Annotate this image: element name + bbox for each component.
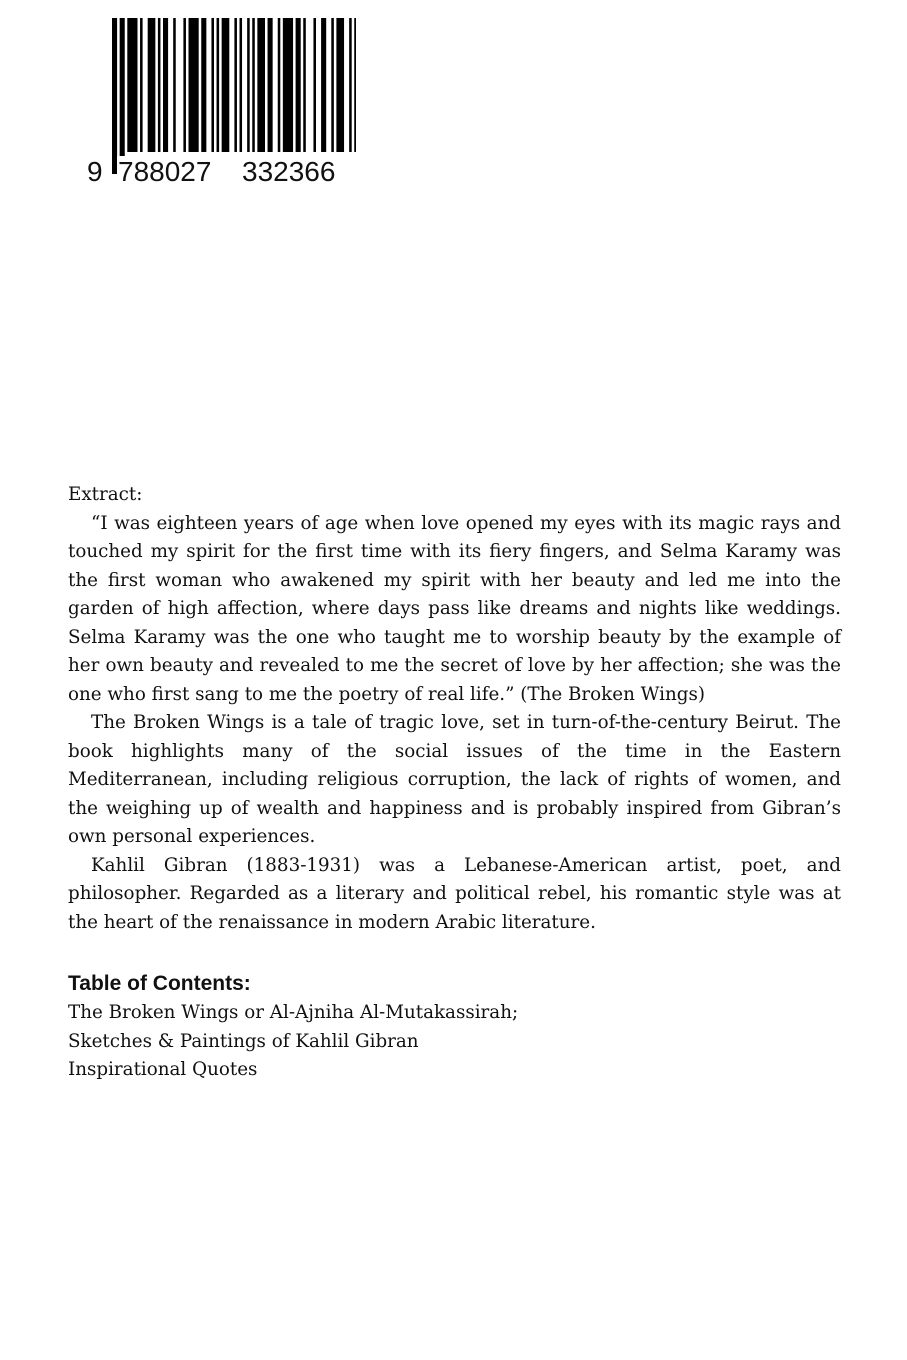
back-cover-text: [68, 481, 841, 1085]
barcode-digits-left: 788027: [118, 156, 212, 187]
book-description: The Broken Wings is a tale of tragic love, set in turn-of-the-century Beirut. The book highlights many of the social issues of the time in the Eastern Mediterranean, including religious corruption, the lack of rights of women, and the weighing up of wealth and happiness and is probably inspired from Gibran’s own personal experiences.: [68, 712, 841, 847]
toc-item: Sketches & Paintings of Kahlil Gibran: [68, 1030, 419, 1052]
barcode-digit-first: 9: [87, 156, 103, 187]
barcode-digits-right: 332366: [242, 156, 336, 187]
toc-item: The Broken Wings or Al-Ajniha Al-Mutakassirah;: [68, 1002, 519, 1023]
extract-label: Extract:: [68, 484, 143, 505]
toc-heading: Table of Contents:: [68, 972, 251, 995]
author-bio: Kahlil Gibran (1883-1931) was a Lebanese-American artist, poet, and philosopher. Regarded as a literary and political rebel, his romantic style was at the heart of the renaissance in modern Arabic literature.: [68, 854, 841, 933]
toc-item: Inspirational Quotes: [68, 1059, 258, 1080]
extract-quote: “I was eighteen years of age when love opened my eyes with its magic rays and touched my spirit for the first time with its fiery fingers, and Selma Karamy was the first woman who awakened my spirit with her beauty and led me into the garden of high affection, where days pass like dreams and nights like weddings. Selma Karamy was the one who taught me to worship beauty by the example of her own beauty and revealed to me the secret of love by her affection; she was the one who first sang to me the poetry of real life.” (The Broken Wings): [68, 512, 841, 705]
isbn-barcode: [86, 18, 356, 187]
barcode-bars: [86, 18, 356, 174]
